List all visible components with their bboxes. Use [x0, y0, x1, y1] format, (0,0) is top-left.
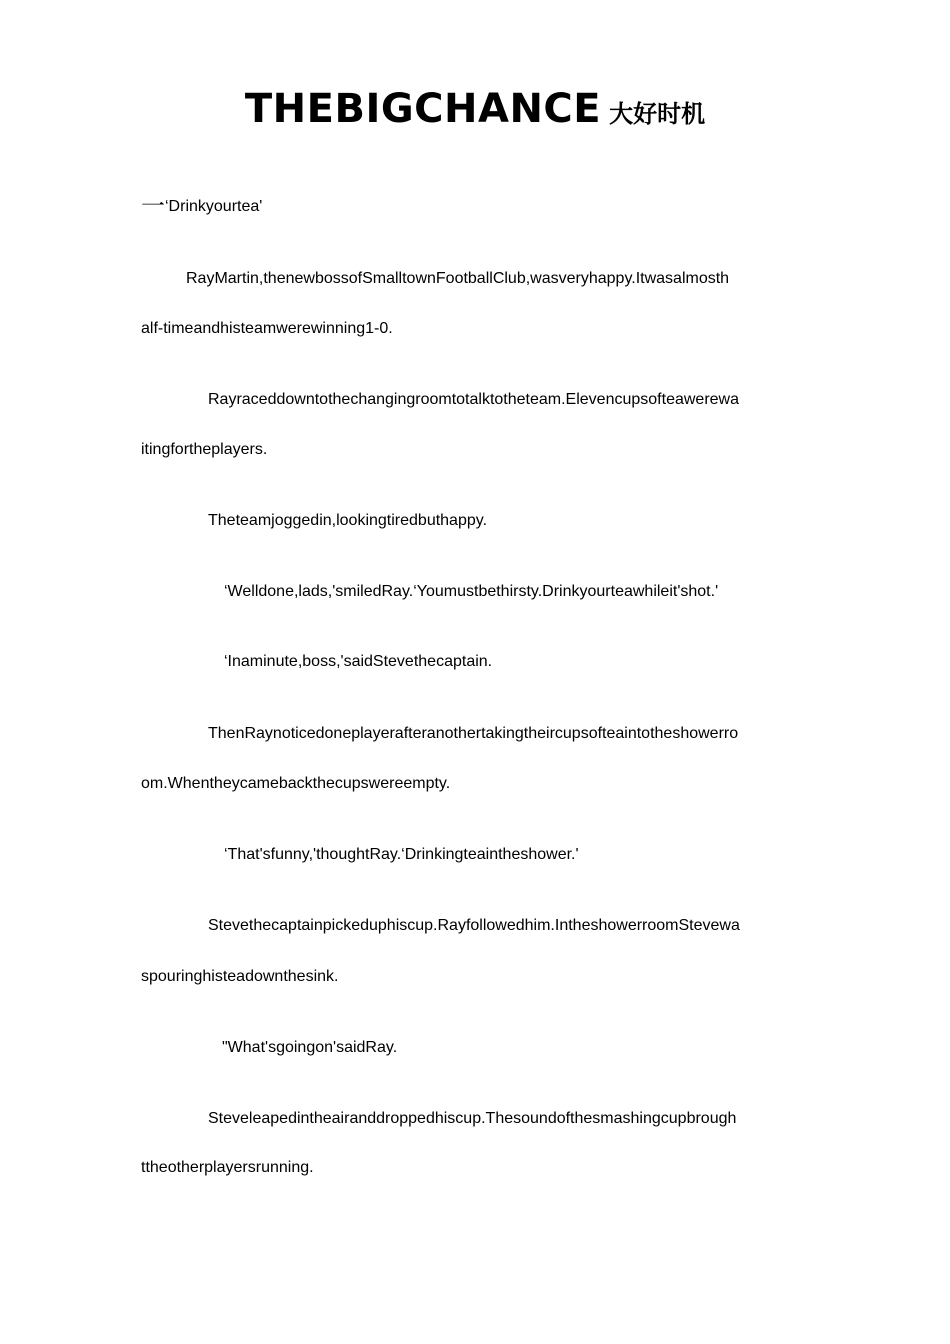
- paragraph-line: spouringhisteadownthesink.: [141, 968, 339, 985]
- document-title: [0, 86, 950, 132]
- paragraph-line: itingfortheplayers.: [141, 441, 268, 458]
- paragraph-line: alf-timeandhisteamwerewinning1-0.: [141, 320, 393, 337]
- paragraph-line: ‘Inaminute,boss,'saidStevethecaptain.: [224, 653, 493, 670]
- paragraph-line: RayMartin,thenewbossofSmalltownFootballClub,wasveryhappy.Itwasalmosth: [186, 270, 730, 287]
- paragraph-line: Rayraceddowntothechangingroomtotalktotheteam.Elevencupsofteawerewa: [208, 391, 739, 408]
- section-heading-text: ‘Drinkyourtea': [165, 198, 263, 215]
- paragraph-line: ttheotherplayersrunning.: [141, 1159, 314, 1176]
- paragraph-line: Stevethecaptainpickeduphiscup.Rayfollowedhim.IntheshowerroomStevewa: [208, 917, 740, 934]
- section-heading: [141, 186, 262, 221]
- paragraph-line: Theteamjoggedin,lookingtiredbuthappy.: [208, 512, 488, 529]
- paragraph-line: ‘That'sfunny,'thoughtRay.‘Drinkingteaintheshower.': [224, 846, 579, 863]
- paragraph-line: ‘Welldone,lads,'smiledRay.‘Youmustbethirsty.Drinkyourteawhileit'shot.': [224, 583, 719, 600]
- paragraph-line: om.Whentheycamebackthecupswereempty.: [141, 775, 451, 792]
- title-english: THEBIGCHANCE: [244, 86, 602, 132]
- paragraph-line: "What'sgoingon'saidRay.: [222, 1039, 398, 1056]
- paragraph-line: ThenRaynoticedoneplayerafteranothertakingtheircupsofteaintotheshowerro: [208, 725, 739, 742]
- section-marker: 一: [141, 193, 165, 220]
- paragraph-line: Steveleapedintheairanddroppedhiscup.Thesoundofthesmashingcupbrough: [208, 1110, 737, 1127]
- title-chinese: 大好时机: [609, 100, 706, 128]
